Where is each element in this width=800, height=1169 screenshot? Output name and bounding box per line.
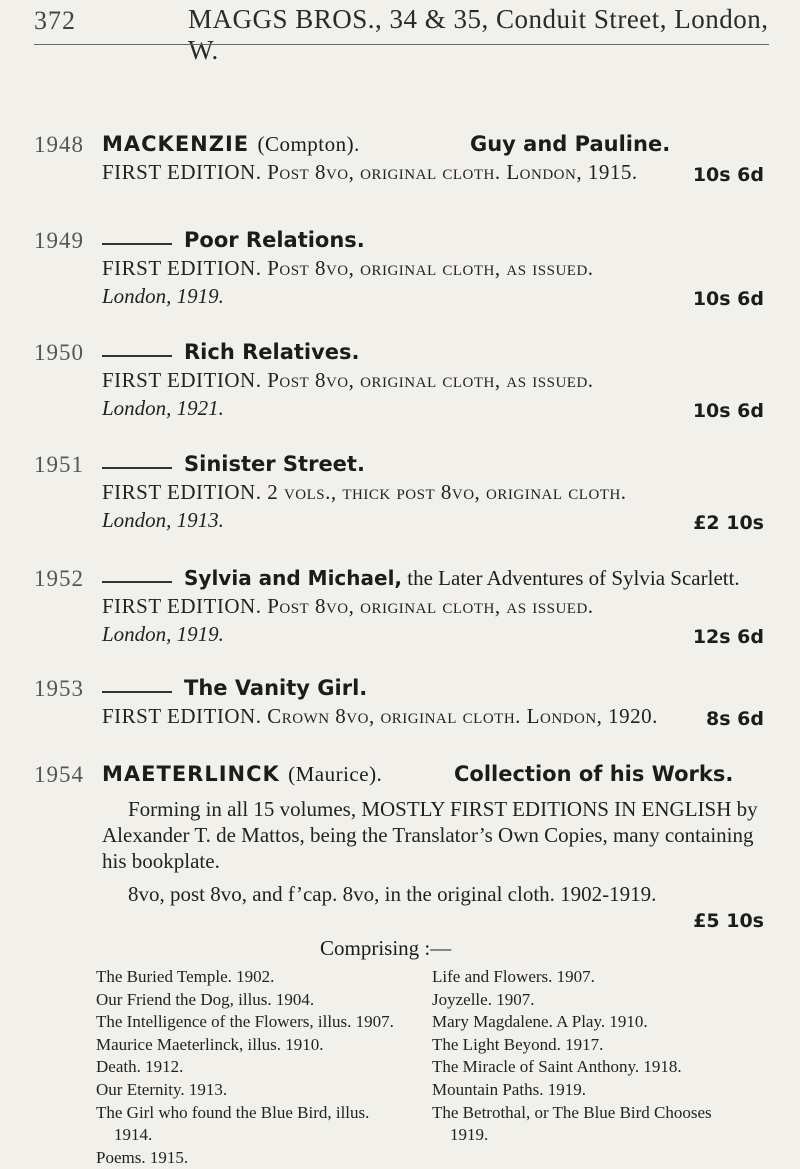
book-title: Collection of his Works. [454,762,734,786]
lot-number: 1950 [34,340,84,365]
format-line: 8vo, post 8vo, and f’cap. 8vo, in the original cloth. 1902-1919. [128,882,657,906]
author-name: MACKENZIE (Compton). [102,132,360,156]
lot-number: 1951 [34,452,84,477]
list-item: Mary Magdalene. A Play. 1910. [432,1012,648,1032]
imprint: London, 1919. [102,622,224,646]
list-item: The Miracle of Saint Anthony. 1918. [432,1057,682,1077]
list-item: Our Friend the Dog, illus. 1904. [96,989,315,1009]
ditto-dash [102,355,172,357]
book-title: Sinister Street. [184,452,365,476]
list-item: Maurice Maeterlinck, illus. 1910. [96,1034,324,1054]
list-item-continuation: 1919. [450,1125,489,1145]
list-item: The Intelligence of the Flowers, illus. 1907. [96,1012,394,1032]
price: 12s 6d [692,626,764,648]
lot-number: 1953 [34,676,84,701]
list-item: Poems. 1915. [96,1147,189,1167]
book-details: FIRST EDITION. Post 8vo, original cloth, as issued. [102,368,594,392]
header-rule [34,44,769,45]
price: £5 10s [693,910,764,932]
list-item: The Light Beyond. 1917. [432,1034,604,1054]
list-item: Death. 1912. [96,1057,184,1077]
author-name: MAETERLINCK (Maurice). [102,762,383,786]
price: 10s 6d [692,400,764,422]
page-header [0,4,800,65]
contents-right-column [432,966,712,1147]
collection-description: Forming in all 15 volumes, MOSTLY FIRST EDITIONS IN ENGLISH by Alexander T. de Mattos, being the Translator’s Own Copies, many containing his bookplate. [102,797,758,873]
book-details: FIRST EDITION. Crown 8vo, original cloth. London, 1920. [102,704,658,728]
list-item: Life and Flowers. 1907. [432,967,595,986]
ditto-dash [102,243,172,245]
comprising-label: Comprising :— [320,936,452,960]
imprint: London, 1919. [102,284,224,308]
imprint: London, 1913. [102,508,224,532]
lot-number: 1948 [34,132,84,157]
price: £2 10s [693,512,764,534]
list-item: The Betrothal, or The Blue Bird Chooses [432,1102,712,1122]
lot-number: 1954 [34,762,84,787]
book-title: Guy and Pauline. [470,132,671,156]
book-details: FIRST EDITION. Post 8vo, original cloth, as issued. [102,594,594,618]
book-title: Poor Relations. [184,228,365,252]
price: 10s 6d [692,288,764,310]
book-title-line: Sylvia and Michael, the Later Adventures of Sylvia Scarlett. [184,566,740,590]
ditto-dash [102,467,172,469]
book-title: Rich Relatives. [184,340,360,364]
list-item: The Buried Temple. 1902. [96,967,275,986]
lot-number: 1949 [34,228,84,253]
list-item: Mountain Paths. 1919. [432,1079,586,1099]
ditto-dash [102,581,172,583]
imprint: London, 1921. [102,396,224,420]
ditto-dash [102,691,172,693]
price: 10s 6d [692,164,764,186]
book-details: FIRST EDITION. Post 8vo, original cloth, as issued. [102,256,594,280]
book-details: FIRST EDITION. 2 vols., thick post 8vo, original cloth. [102,480,627,504]
list-item-continuation: 1914. [114,1125,153,1145]
running-head: MAGGS BROS., 34 & 35, Conduit Street, London, W. [188,4,769,65]
contents-left-column [96,966,394,1169]
lot-number: 1952 [34,566,84,591]
price: 8s 6d [706,708,764,730]
page-number: 372 [34,6,76,35]
book-title: The Vanity Girl. [184,676,368,700]
list-item: Joyzelle. 1907. [432,989,535,1009]
list-item: Our Eternity. 1913. [96,1079,228,1099]
book-details: FIRST EDITION. Post 8vo, original cloth. London, 1915. [102,160,638,184]
list-item: The Girl who found the Blue Bird, illus. [96,1102,370,1122]
